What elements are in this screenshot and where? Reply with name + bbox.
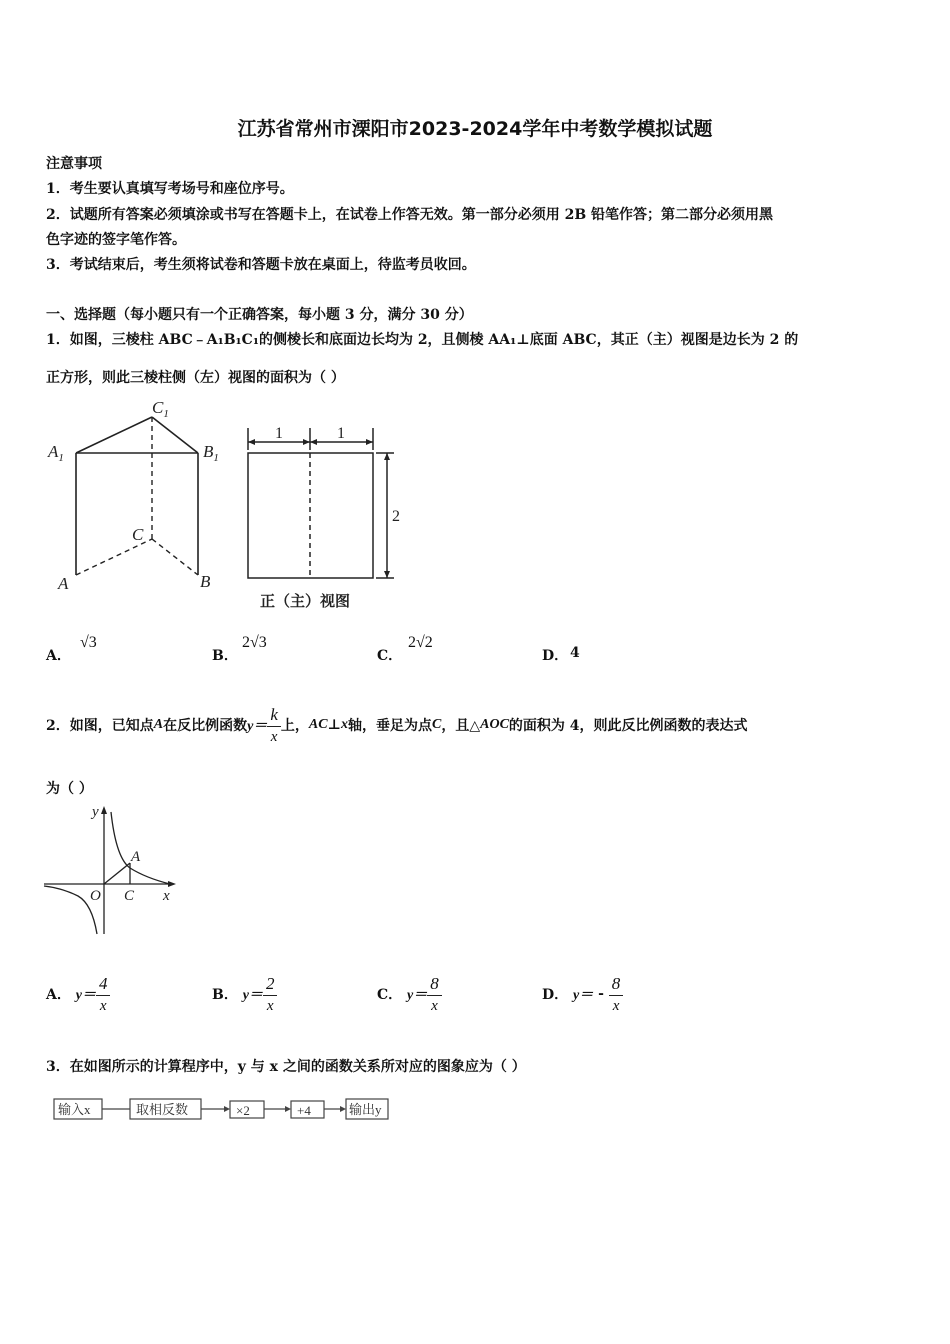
flow-label-negate: 取相反数 [136, 1102, 189, 1117]
segment-oa [104, 863, 130, 884]
hyperbola-figure [42, 800, 182, 940]
flowchart [50, 1095, 395, 1127]
label-a: A [58, 574, 69, 593]
q1-option-a-value: √3 [80, 634, 97, 651]
notice-item-3: 3．考试结束后，考生须将试卷和答题卡放在桌面上，待监考员收回。 [46, 257, 476, 273]
q1-option-c-value: 2√2 [408, 634, 433, 651]
q2-option-b: B． y＝ $\frac{2}{x}$ [212, 970, 277, 1018]
prism-edge-a1c1 [76, 417, 152, 453]
q1-text-line1: 1．如图，三棱柱 ABC﹣A₁B₁C₁的侧棱长和底面边长均为 2，且侧棱 AA₁⊥底面 ABC，其正（主）视图是边长为 2 的 [46, 332, 799, 348]
notice-item-2: 2．试题所有答案必须填涂或书写在答题卡上，在试卷上作答无效。第一部分必须用 2B 铅笔作答；第二部分必须用黑 [46, 207, 774, 223]
hyperbola-branch-q1 [111, 812, 170, 884]
front-view-caption: 正（主）视图 [260, 592, 351, 610]
q2-option-d: D． y＝ - $\frac{8}{x}$ [542, 970, 623, 1018]
q2-option-c: C． y＝ $\frac{8}{x}$ [377, 970, 442, 1018]
label-y: y [92, 804, 99, 820]
q1-option-a-label: A． [46, 648, 71, 664]
prism-edge-ac [76, 539, 152, 575]
flow-label-output: 输出y [349, 1102, 382, 1117]
q2-fraction-k-over-x: $\frac{k}{x}$ [267, 706, 281, 745]
flow-label-times2: ×2 [236, 1103, 250, 1118]
dim-label-2: 1 [337, 425, 345, 442]
label-x: x [163, 888, 170, 904]
dim-label-1: 1 [275, 425, 283, 442]
label-c: C [124, 888, 135, 904]
q2-text-line2: 为（ ） [46, 781, 93, 797]
notice-item-2-cont: 色字迹的签字笔作答。 [46, 232, 186, 248]
q1-text-line2: 正方形，则此三棱柱侧（左）视图的面积为（ ） [46, 370, 345, 386]
prism-figure [40, 395, 230, 600]
label-c1: $C_1$ [152, 398, 169, 420]
label-a: A [131, 849, 141, 865]
q1-option-c-label: C． [377, 648, 403, 664]
label-a1: $A_1$ [48, 442, 64, 464]
prism-edge-c1b1 [152, 417, 198, 453]
notice-heading: 注意事项 [46, 156, 102, 172]
q1-option-b-value: 2√3 [242, 634, 267, 651]
label-b1: $B_1$ [203, 442, 219, 464]
front-view-figure [240, 420, 405, 615]
q3-text: 3．在如图所示的计算程序中，y 与 x 之间的函数关系所对应的图象应为（ ） [46, 1059, 526, 1075]
prism-edge-cb [152, 539, 198, 575]
section-heading: 一、选择题（每小题只有一个正确答案，每小题 3 分，满分 30 分） [46, 307, 473, 323]
q1-option-b-label: B． [212, 648, 238, 664]
flow-label-input: 输入x [58, 1102, 91, 1117]
q2-option-a: A． y＝ $\frac{4}{x}$ [46, 970, 110, 1018]
label-b: B [200, 572, 211, 591]
label-o: O [90, 888, 101, 904]
q1-option-d-label: D． [542, 648, 569, 664]
q1-option-d-value: 4 [570, 645, 580, 661]
flow-label-plus4: +4 [297, 1103, 311, 1118]
page-title: 江苏省常州市溧阳市2023-2024学年中考数学模拟试题 [237, 118, 713, 140]
q2-text-line1: 2．如图，已知点 A 在反比例函数 y＝ $\frac{k}{x}$ 上， AC ⊥ x 轴，垂足为点 C ，且△ AOC 的面积为 4，则此反比例函数的表达式 [46, 704, 748, 745]
notice-item-1: 1．考生要认真填写考场号和座位序号。 [46, 181, 294, 197]
label-c: C [132, 525, 144, 544]
dim-label-height: 2 [392, 508, 400, 525]
